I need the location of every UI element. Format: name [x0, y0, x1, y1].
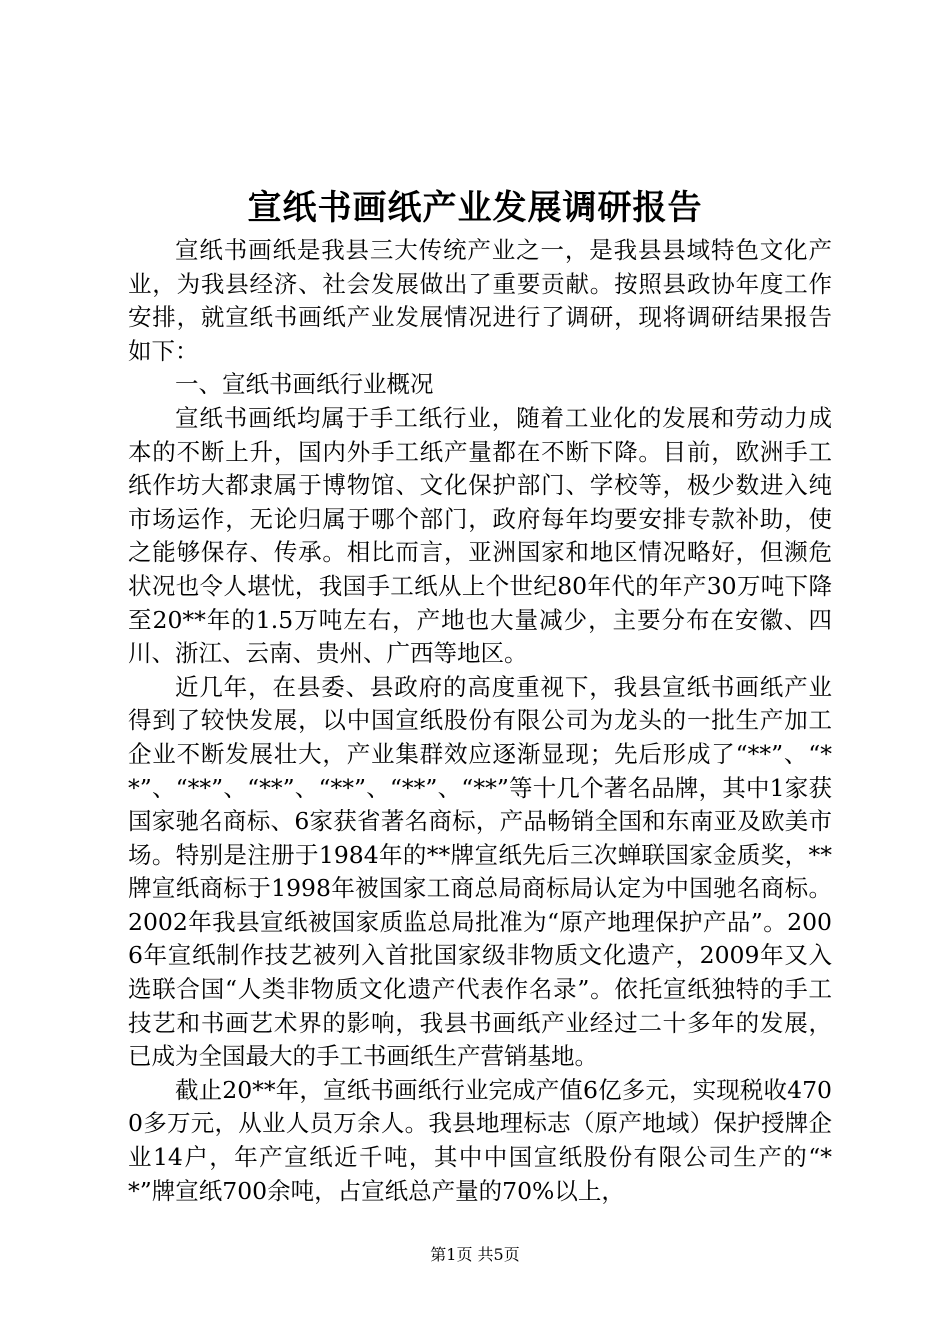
paragraph-development: 近几年，在县委、县政府的高度重视下，我县宣纸书画纸产业得到了较快发展，以中国宣纸股份有限公司为龙头的一批生产加工企业不断发展壮大，产业集群效应逐渐显现；先后形成了“**”、“**”、“**”、“**”、“**”、“**”、“**”等十几个著名品牌，其中1家获国家驰名商标、6家获省著名商标，产品畅销全国和东南亚及欧美市场。特别是注册于1984年的**牌宣纸先后三次蝉联国家金质奖，**牌宣纸商标于1998年被国家工商总局商标局认定为中国驰名商标。2002年我县宣纸被国家质监总局批准为“原产地理保护产品”。2006年宣纸制作技艺被列入首批国家级非物质文化遗产，2009年又入选联合国“人类非物质文化遗产代表作名录”。依托宣纸独特的手工技艺和书画艺术界的影响，我县书画纸产业经过二十多年的发展，已成为全国最大的手工书画纸生产营销基地。 [128, 672, 832, 1071]
paragraph-intro: 宣纸书画纸是我县三大传统产业之一，是我县县域特色文化产业，为我县经济、社会发展做出了重要贡献。按照县政协年度工作安排，就宣纸书画纸产业发展情况进行了调研，现将调研结果报告如下： [128, 236, 832, 365]
page-number-footer: 第1页 共5页 [430, 1245, 520, 1264]
paragraph-statistics: 截止20**年，宣纸书画纸行业完成产值6亿多元，实现税收4700多万元，从业人员万余人。我县地理标志（原产地域）保护授牌企业14户，年产宣纸近千吨，其中中国宣纸股份有限公司生产的“**”牌宣纸700余吨，占宣纸总产量的70%以上， [128, 1075, 832, 1205]
section-heading: 一、宣纸书画纸行业概况 [175, 370, 434, 399]
document-title: 宣纸书画纸产业发展调研报告 [247, 188, 703, 228]
paragraph-overview: 宣纸书画纸均属于手工纸行业，随着工业化的发展和劳动力成本的不断上升，国内外手工纸产量都在不断下降。目前，欧洲手工纸作坊大都隶属于博物馆、文化保护部门、学校等，极少数进入纯市场运作，无论归属于哪个部门，政府每年均要安排专款补助，使之能够保存、传承。相比而言，亚洲国家和地区情况略好，但濒危状况也令人堪忧，我国手工纸从上个世纪80年代的年产30万吨下降至20**年的1.5万吨左右，产地也大量减少，主要分布在安徽、四川、浙江、云南、贵州、广西等地区。 [128, 403, 832, 668]
document-body [128, 234, 832, 1208]
